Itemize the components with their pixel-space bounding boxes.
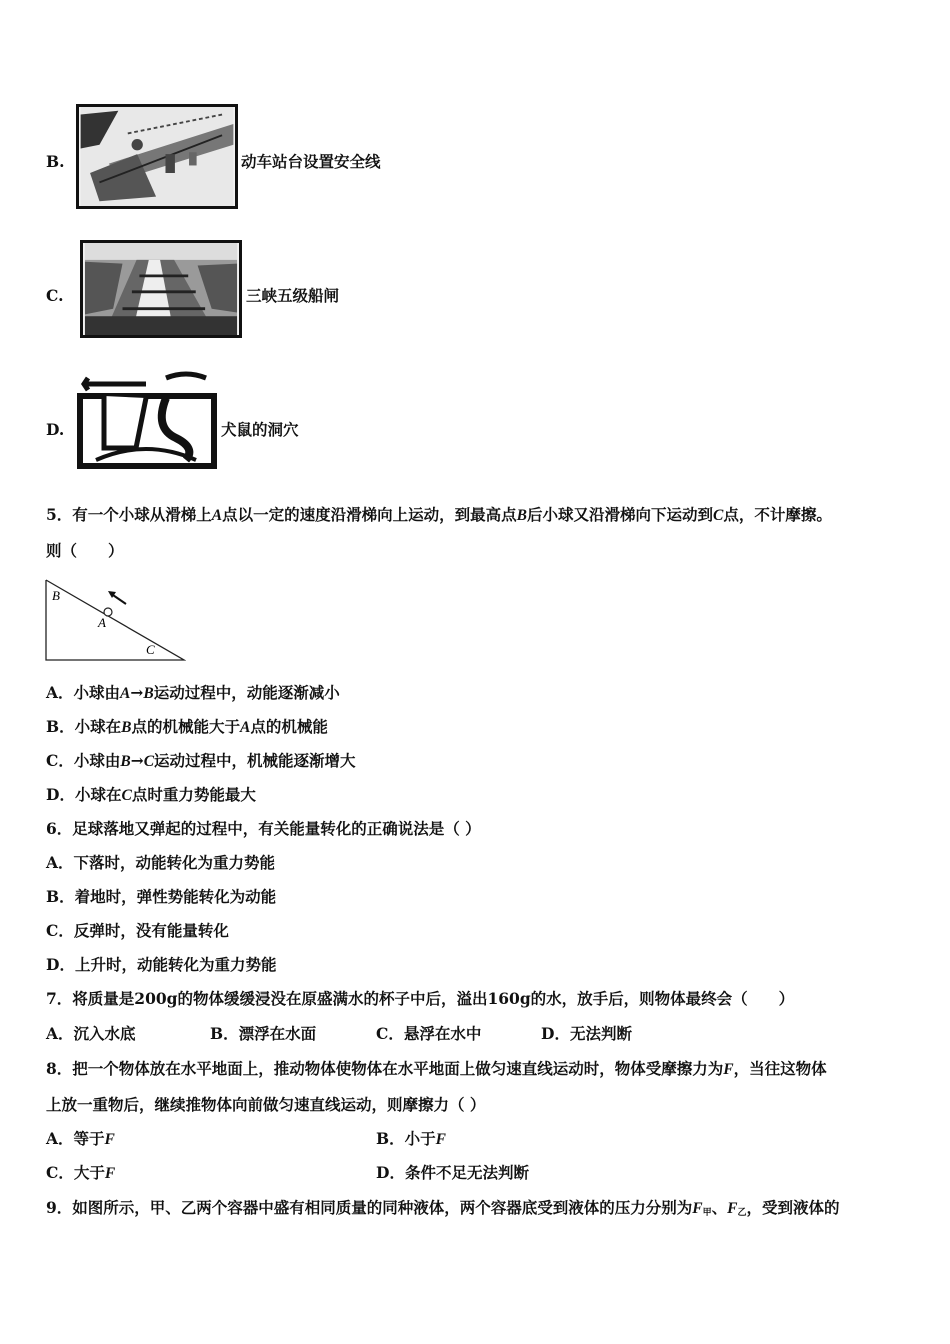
burrow-diagram [76, 368, 218, 470]
q8-stem-line1: 8．把一个物体放在水平地面上，推动物体使物体在水平地面上做匀速直线运动时，物体受摩擦力为F，当往这物体 [46, 1059, 827, 1078]
slide-figure [44, 578, 186, 662]
option-b-label: B. [46, 152, 65, 171]
q9-stem: 9．如图所示，甲、乙两个容器中盛有相同质量的同种液体，两个容器底受到液体的压力分别为$F_甲$、$F_乙$，受到液体的 [46, 1198, 840, 1218]
q6-option-b: B．着地时，弹性势能转化为动能 [46, 887, 277, 906]
option-c-label: C. [46, 286, 64, 305]
q8-stem-line2: 上放一重物后，继续推物体向前做匀速直线运动，则摩擦力（ ） [46, 1095, 486, 1114]
q7-option-c: C．悬浮在水中 [376, 1024, 482, 1043]
q5-stem-line2: 则（ ） [46, 541, 124, 560]
option-b-caption: 动车站台设置安全线 [241, 152, 381, 171]
label-a: A [98, 615, 106, 630]
q5-stem-line1: 5．有一个小球从滑梯上A点以一定的速度沿滑梯向上运动，到最高点B后小球又沿滑梯向下运动到C点，不计摩擦。 [46, 505, 832, 524]
option-d-label: D. [46, 420, 65, 439]
q5-option-c: C．小球由B→C运动过程中，机械能逐渐增大 [46, 751, 356, 770]
q6-option-c: C．反弹时，没有能量转化 [46, 921, 229, 940]
q6-option-a: A．下落时，动能转化为重力势能 [46, 853, 276, 872]
q6-stem: 6．足球落地又弹起的过程中，有关能量转化的正确说法是（ ） [46, 819, 481, 838]
q5-option-b: B．小球在B点的机械能大于A点的机械能 [46, 717, 328, 736]
q8-option-b: B．小于F [376, 1129, 446, 1148]
q8-option-c: C．大于F [46, 1163, 116, 1182]
q7-option-b: B．漂浮在水面 [210, 1024, 317, 1043]
label-c: C [146, 642, 155, 657]
label-b: B [52, 588, 60, 603]
three-gorges-locks-image [80, 240, 242, 338]
option-c-caption: 三峡五级船闸 [246, 286, 340, 305]
q7-option-d: D．无法判断 [541, 1024, 632, 1043]
q5-option-d: D．小球在C点时重力势能最大 [46, 785, 256, 804]
q7-option-a: A．沉入水底 [46, 1024, 136, 1043]
q8-option-d: D．条件不足无法判断 [376, 1163, 529, 1182]
q5-option-a: A．小球由A→B运动过程中，动能逐渐减小 [46, 683, 340, 702]
q6-option-d: D．上升时，动能转化为重力势能 [46, 955, 277, 974]
station-platform-image [76, 104, 238, 209]
q8-option-a: A．等于F [46, 1129, 115, 1148]
q7-stem: 7．将质量是200g的物体缓缓浸没在原盛满水的杯子中后，溢出160g的水，放手后，则物体最终会（ ） [46, 989, 795, 1008]
option-d-caption: 犬鼠的洞穴 [221, 420, 299, 439]
